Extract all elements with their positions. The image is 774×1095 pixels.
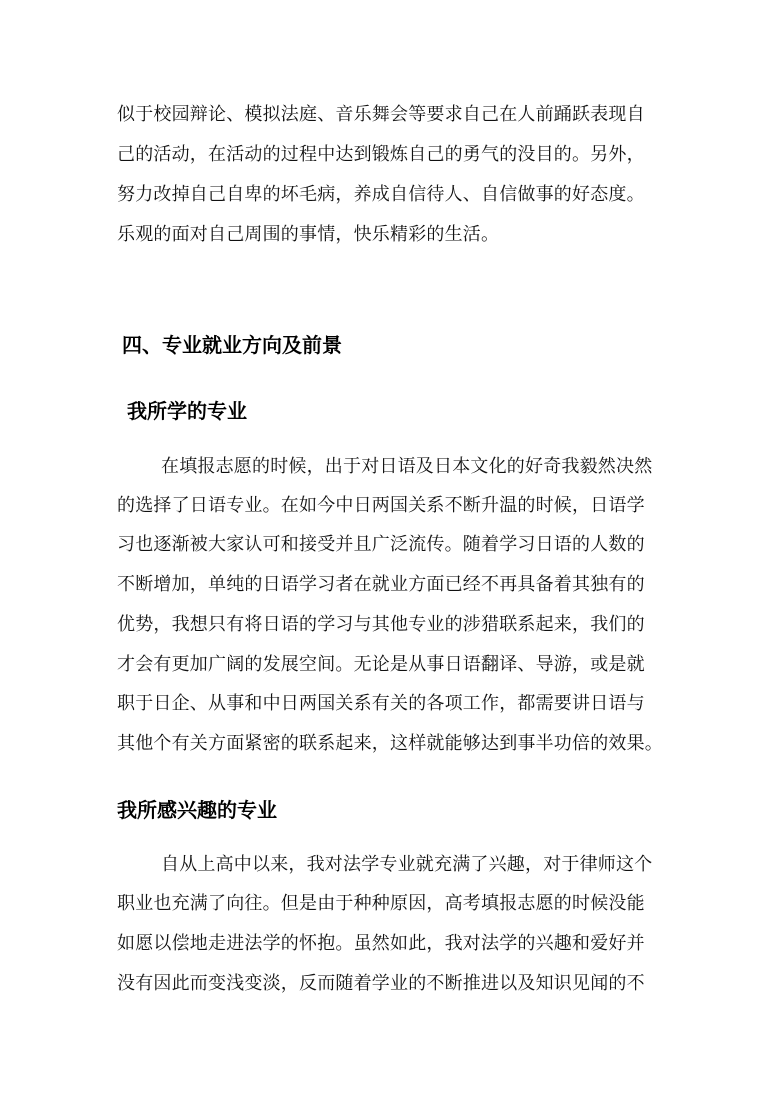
subsection-heading: 我所学的专业 [127,399,247,423]
paragraph-line: 不断增加，单纯的日语学习者在就业方面已经不再具备着其独有的 [117,574,645,595]
section-heading: 四、专业就业方向及前景 [122,333,342,357]
paragraph-line: 其他个有关方面紧密的联系起来，这样就能够达到事半功倍的效果。 [117,733,663,754]
paragraph-line: 才会有更加广阔的发展空间。无论是从事日语翻译、导游，或是就 [117,654,645,675]
paragraph-line: 职于日企、从事和中日两国关系有关的各项工作，都需要讲日语与 [117,693,645,714]
paragraph-line: 没有因此而变浅变淡，反而随着学业的不断推进以及知识见闻的不 [117,973,645,994]
paragraph-line: 己的活动，在活动的过程中达到锻炼自己的勇气的没目的。另外， [117,144,645,165]
paragraph-line: 优势，我想只有将日语的学习与其他专业的涉猎联系起来，我们的 [117,614,645,635]
subsection-heading: 我所感兴趣的专业 [117,798,277,822]
paragraph-line: 职业也充满了向往。但是由于种种原因，高考填报志愿的时候没能 [117,893,645,914]
paragraph-line: 如愿以偿地走进法学的怀抱。虽然如此，我对法学的兴趣和爱好并 [117,933,645,954]
paragraph-line: 在填报志愿的时候，出于对日语及日本文化的好奇我毅然决然 [161,456,653,477]
paragraph-line: 的选择了日语专业。在如今中日两国关系不断升温的时候，日语学 [117,495,645,516]
paragraph-line: 习也逐渐被大家认可和接受并且广泛流传。随着学习日语的人数的 [117,534,645,555]
paragraph-line: 自从上高中以来，我对法学专业就充满了兴趣，对于律师这个 [161,854,653,875]
paragraph-line: 乐观的面对自己周围的事情，快乐精彩的生活。 [117,224,500,245]
paragraph-line: 似于校园辩论、模拟法庭、音乐舞会等要求自己在人前踊跃表现自 [117,104,645,125]
paragraph-line: 努力改掉自己自卑的坏毛病，养成自信待人、自信做事的好态度。 [117,184,645,205]
